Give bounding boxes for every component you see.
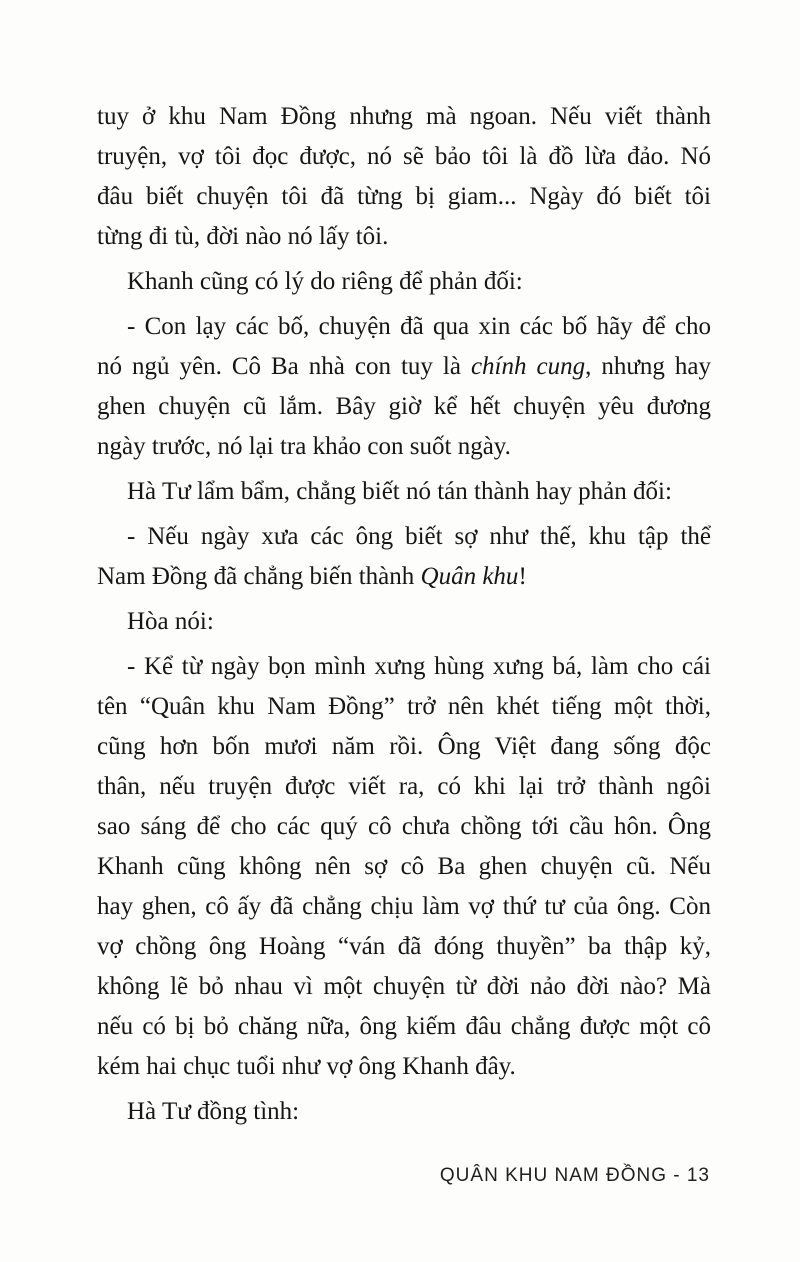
text-line: Hòa nói: xyxy=(127,608,214,635)
text-segment: ! xyxy=(518,563,527,590)
text-line: nếu có bị bỏ chăng nữa, ông kiếm đâu chẳng được một cô xyxy=(97,1013,711,1040)
paragraph-5 xyxy=(97,517,711,597)
text-line: ghen chuyện cũ lắm. Bây giờ kể hết chuyện yêu đương xyxy=(97,393,711,420)
text-line: cũng hơn bốn mươi năm rồi. Ông Việt đang sống độc xyxy=(97,733,711,760)
text-line: - Con lạy các bố, chuyện đã qua xin các bố hãy để cho xyxy=(127,313,711,340)
text-line: thân, nếu truyện được viết ra, có khi lại trở thành ngôi xyxy=(97,773,711,800)
italic-phrase: chính cung xyxy=(470,353,586,380)
text-line: - Kể từ ngày bọn mình xưng hùng xưng bá, làm cho cái xyxy=(127,653,711,680)
paragraph-6 xyxy=(97,602,711,642)
text-line: tuy ở khu Nam Đồng nhưng mà ngoan. Nếu viết thành xyxy=(97,103,711,130)
text-line: đâu biết chuyện tôi đã từng bị giam... Ngày đó biết tôi xyxy=(97,183,711,210)
text-line: kém hai chục tuổi như vợ ông Khanh đây. xyxy=(97,1053,516,1080)
text-line: vợ chồng ông Hoàng “ván đã đóng thuyền” ba thập kỷ, xyxy=(97,933,711,960)
text-line: từng đi tù, đời nào nó lấy tôi. xyxy=(97,223,389,250)
text-line: truyện, vợ tôi đọc được, nó sẽ bảo tôi là đồ lừa đảo. Nó xyxy=(97,143,711,170)
text-line xyxy=(97,557,711,597)
paragraph-7 xyxy=(97,647,711,1087)
text-line: không lẽ bỏ nhau vì một chuyện từ đời nảo đời nào? Mà xyxy=(97,973,711,1000)
text-line: Hà Tư đồng tình: xyxy=(127,1098,300,1125)
paragraph-3 xyxy=(97,307,711,467)
paragraph-2 xyxy=(97,262,711,302)
page-text xyxy=(97,97,711,1132)
text-line: Khanh cũng có lý do riêng để phản đối: xyxy=(127,268,523,295)
text-line: sao sáng để cho các quý cô chưa chồng tới cầu hôn. Ông xyxy=(97,813,711,840)
paragraph-1 xyxy=(97,97,711,257)
text-line: ngày trước, nó lại tra khảo con suốt ngày. xyxy=(97,433,511,460)
text-line: Hà Tư lẩm bẩm, chẳng biết nó tán thành hay phản đối: xyxy=(127,478,672,505)
text-segment: , nhưng hay xyxy=(585,353,711,380)
text-segment: nó ngủ yên. Cô Ba nhà con tuy là xyxy=(97,353,471,380)
text-segment: Nam Đồng đã chẳng biến thành xyxy=(97,563,421,590)
text-line: tên “Quân khu Nam Đồng” trở nên khét tiếng một thời, xyxy=(97,693,711,720)
footer-text: QUÂN KHU NAM ĐỒNG - 13 xyxy=(439,1165,710,1186)
italic-phrase: Quân khu xyxy=(420,563,519,590)
running-footer xyxy=(440,1164,710,1188)
paragraph-4 xyxy=(97,472,711,512)
paragraph-8 xyxy=(97,1092,711,1132)
text-line: - Nếu ngày xưa các ông biết sợ như thế, khu tập thể xyxy=(127,523,711,550)
text-line xyxy=(97,347,711,387)
text-line: Khanh cũng không nên sợ cô Ba ghen chuyện cũ. Nếu xyxy=(97,853,711,880)
text-line: hay ghen, cô ấy đã chẳng chịu làm vợ thứ tư của ông. Còn xyxy=(97,893,711,920)
